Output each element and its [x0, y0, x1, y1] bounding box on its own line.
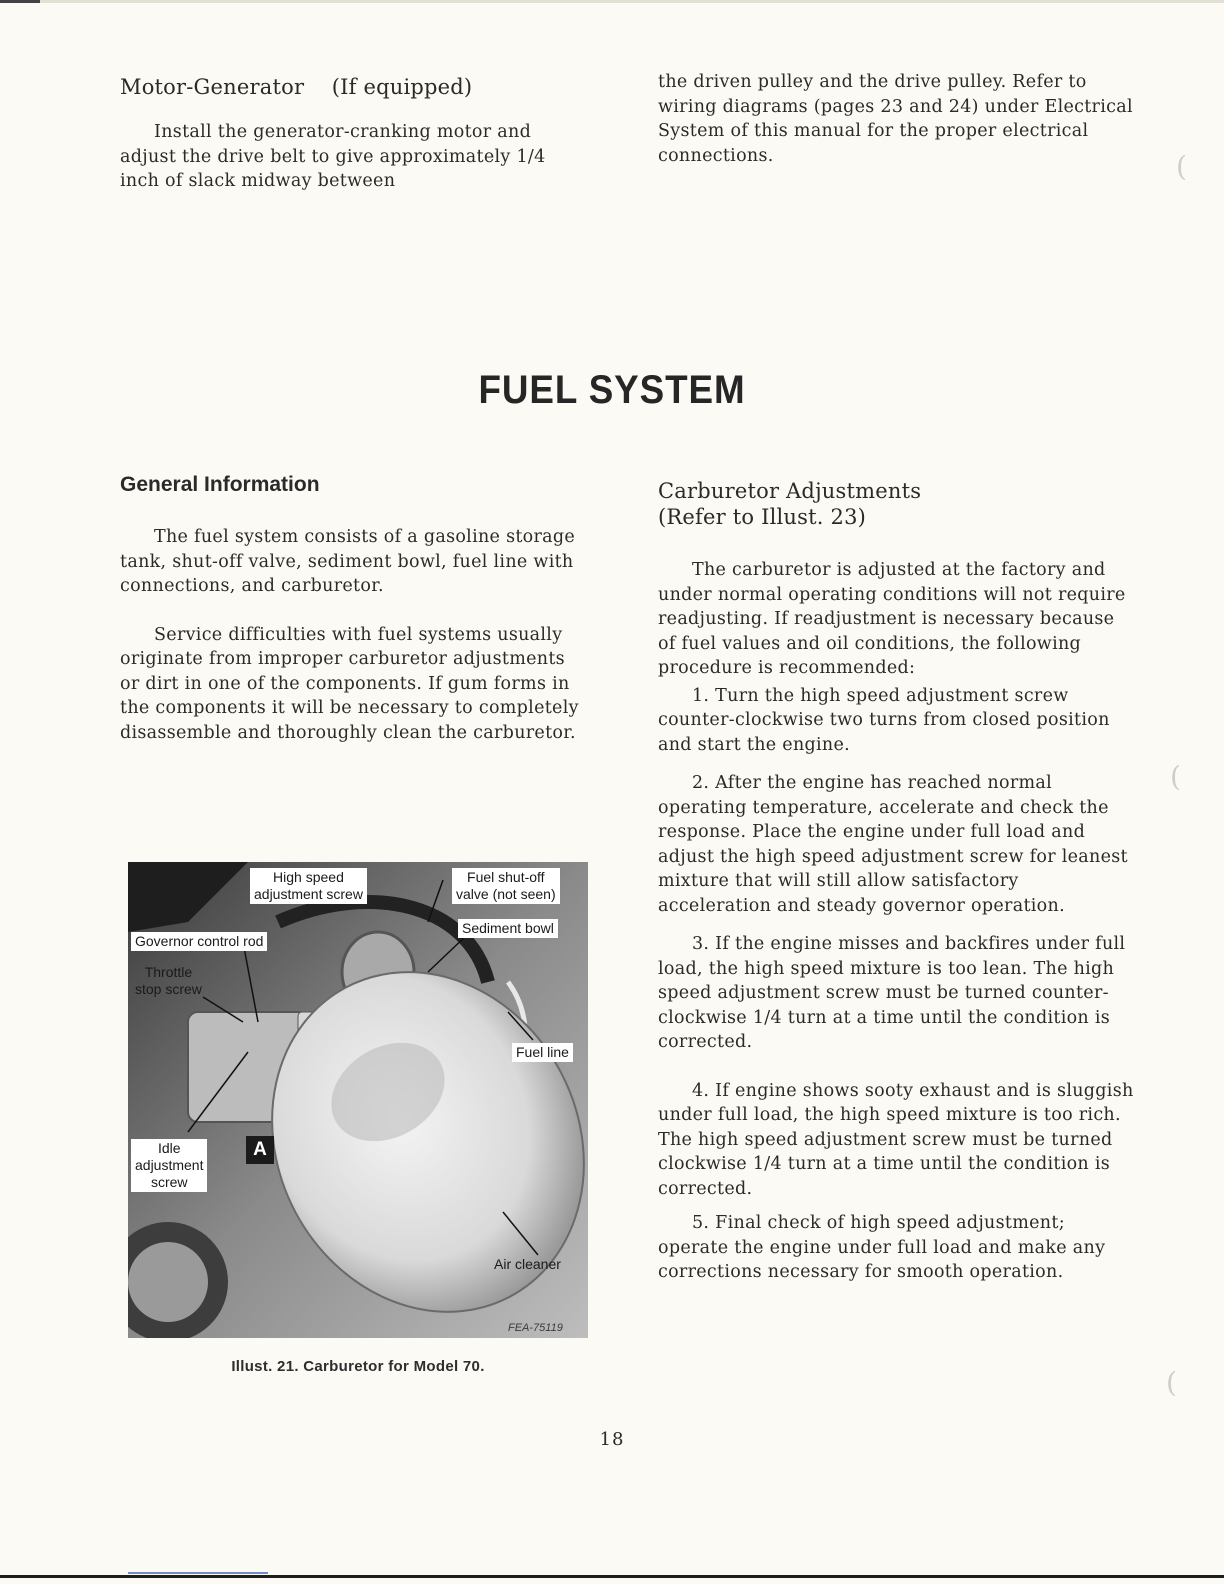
margin-mark: (: [1176, 150, 1187, 183]
carburetor-adjustments-intro: The carburetor is adjusted at the factory and under normal operating conditions will not require readjusting. If readjustment is necessary because of fuel values and oil conditions, the following procedure is recommended:: [658, 560, 1126, 678]
carburetor-adjustments-section: [658, 478, 1136, 1285]
adjustment-step-1: 1. Turn the high speed adjustment screw counter-clockwise two turns from closed position and start the engine.: [658, 685, 1110, 755]
callout-sediment-bowl: Sediment bowl: [458, 919, 558, 938]
figure-caption: Illust. 21. Carburetor for Model 70.: [231, 1358, 485, 1375]
adjustment-step-2: 2. After the engine has reached normal operating temperature, accelerate and check the response. Place the engine under full load and adjust the high speed adjustment screw for leanest mixture that will still allow satisfactory acceleration and steady governor operation.: [658, 773, 1128, 916]
bottom-rule: [0, 1575, 1224, 1578]
top-rule-accent: [0, 0, 40, 3]
general-information-paragraph-1: The fuel system consists of a gasoline storage tank, shut-off valve, sediment bowl, fuel line with connections, and carburetor.: [120, 527, 576, 596]
callout-throttle-stop-screw: Throttle stop screw: [135, 964, 202, 997]
adjustment-step-4: 4. If engine shows sooty exhaust and is sluggish under full load, the high speed mixture is too rich. The high speed adjustment screw must be turned clockwise 1/4 turn at a time until the condition is corrected.: [658, 1080, 1134, 1199]
bottom-link-mark: [128, 1572, 268, 1574]
general-information-paragraph-2: Service difficulties with fuel systems usually originate from improper carburetor adjustments or dirt in one of the components. If gum forms in the components it will be necessary to completely disassemble and thoroughly clean the carburetor.: [120, 624, 579, 743]
motor-generator-continuation: [658, 70, 1138, 168]
section-title: FUEL SYSTEM: [478, 368, 746, 412]
motor-generator-paragraph-part-1: Install the generator-cranking motor and adjust the drive belt to give approximately 1/4 inch of slack midway between: [120, 122, 546, 191]
top-rule: [0, 0, 1224, 3]
motor-generator-paragraph-part-2: the driven pulley and the drive pulley. Refer to wiring diagrams (pages 23 and 24) under Electrical System of this manual for the proper electrical connections.: [658, 72, 1133, 166]
figure-code: FEA-75119: [508, 1322, 563, 1334]
page-number: 18: [599, 1429, 625, 1450]
adjustment-step-5: 5. Final check of high speed adjustment; operate the engine under full load and make any corrections necessary for smooth operation.: [658, 1213, 1106, 1282]
carburetor-adjustments-heading: Carburetor Adjustments: [658, 479, 922, 503]
carburetor-adjustments-subheading: (Refer to Illust. 23): [658, 505, 867, 529]
general-information-section: [120, 473, 580, 745]
callout-idle-adjustment-screw: Idle adjustment screw: [131, 1139, 207, 1192]
callout-governor-control-rod: Governor control rod: [131, 932, 267, 951]
callout-air-cleaner: Air cleaner: [494, 1256, 561, 1272]
figure-marker-a: A: [246, 1136, 274, 1164]
general-information-heading: General Information: [120, 473, 320, 496]
callout-high-speed-adjustment-screw: High speed adjustment screw: [250, 868, 367, 904]
adjustment-step-3: 3. If the engine misses and backfires under full load, the high speed mixture is too lean. The high speed adjustment screw must be turned counter-clockwise 1/4 turn at a time until the condition is corrected.: [658, 934, 1126, 1052]
callout-fuel-line: Fuel line: [512, 1043, 573, 1062]
motor-generator-section: [120, 74, 580, 194]
motor-generator-heading: Motor-Generator (If equipped): [120, 75, 473, 99]
callout-fuel-shutoff-valve: Fuel shut-off valve (not seen): [452, 868, 560, 904]
margin-mark: (: [1166, 1366, 1177, 1399]
margin-mark: (: [1170, 760, 1181, 793]
